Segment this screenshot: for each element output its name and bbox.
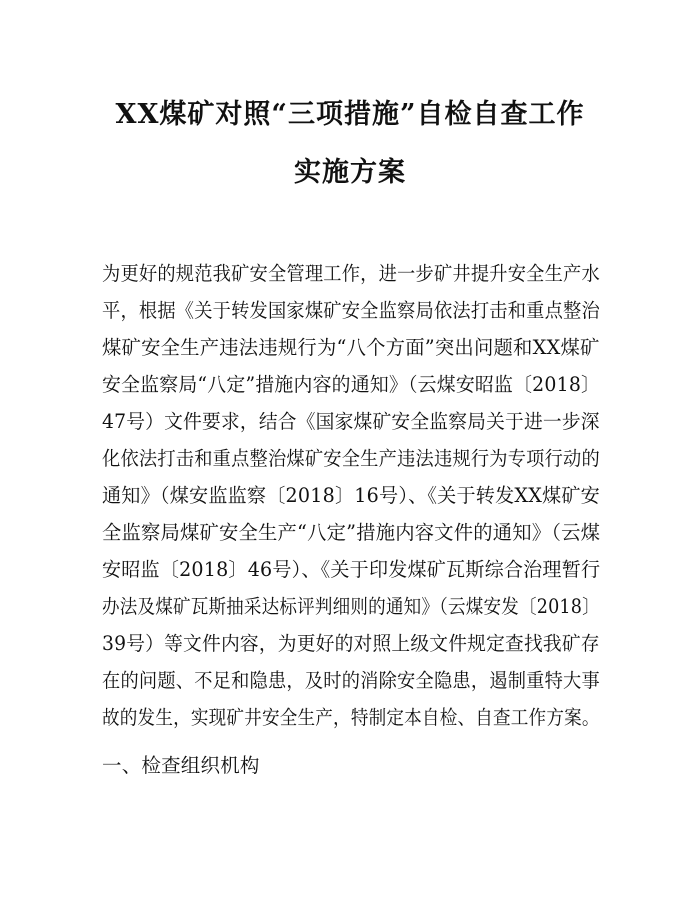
document-title-line-2: 实施方案 [294,157,406,188]
body-text-line: 通知》（煤安监监察〔2018〕16号）、《关于转发XX煤矿安 [102,484,600,507]
body-text-line: 故的发生，实现矿井安全生产，特制定本自检、自查工作方案。 [102,706,600,729]
body-text-line: 39号）等文件内容，为更好的对照上级文件规定查找我矿存 [102,632,600,655]
body-text-line: 为更好的规范我矿安全管理工作，进一步矿井提升安全生产水 [102,262,600,285]
document-title-line-1: XX煤矿对照“三项措施”自检自查工作 [115,99,585,130]
body-text-line: 化依法打击和重点整治煤矿安全生产违法违规行为专项行动的 [102,447,600,470]
body-text-line: 全监察局煤矿安全生产“八定”措施内容文件的通知》（云煤 [102,521,601,544]
body-text-line: 办法及煤矿瓦斯抽采达标评判细则的通知》（云煤安发〔2018〕 [102,595,600,618]
body-text-line: 安全监察局“八定”措施内容的通知》（云煤安昭监〔2018〕 [102,373,601,396]
body-text-line: 47号）文件要求，结合《国家煤矿安全监察局关于进一步深 [102,410,600,433]
body-text-line: 煤矿安全生产违法违规行为“八个方面”突出问题和XX煤矿 [102,336,600,359]
body-text-line: 安昭监〔2018〕46号）、《关于印发煤矿瓦斯综合治理暂行 [102,558,601,581]
section-heading: 一、检查组织机构 [102,754,260,777]
body-text-line: 平，根据《关于转发国家煤矿安全监察局依法打击和重点整治 [102,299,600,322]
body-text-line: 在的问题、不足和隐患，及时的消除安全隐患，遏制重特大事 [102,669,600,692]
